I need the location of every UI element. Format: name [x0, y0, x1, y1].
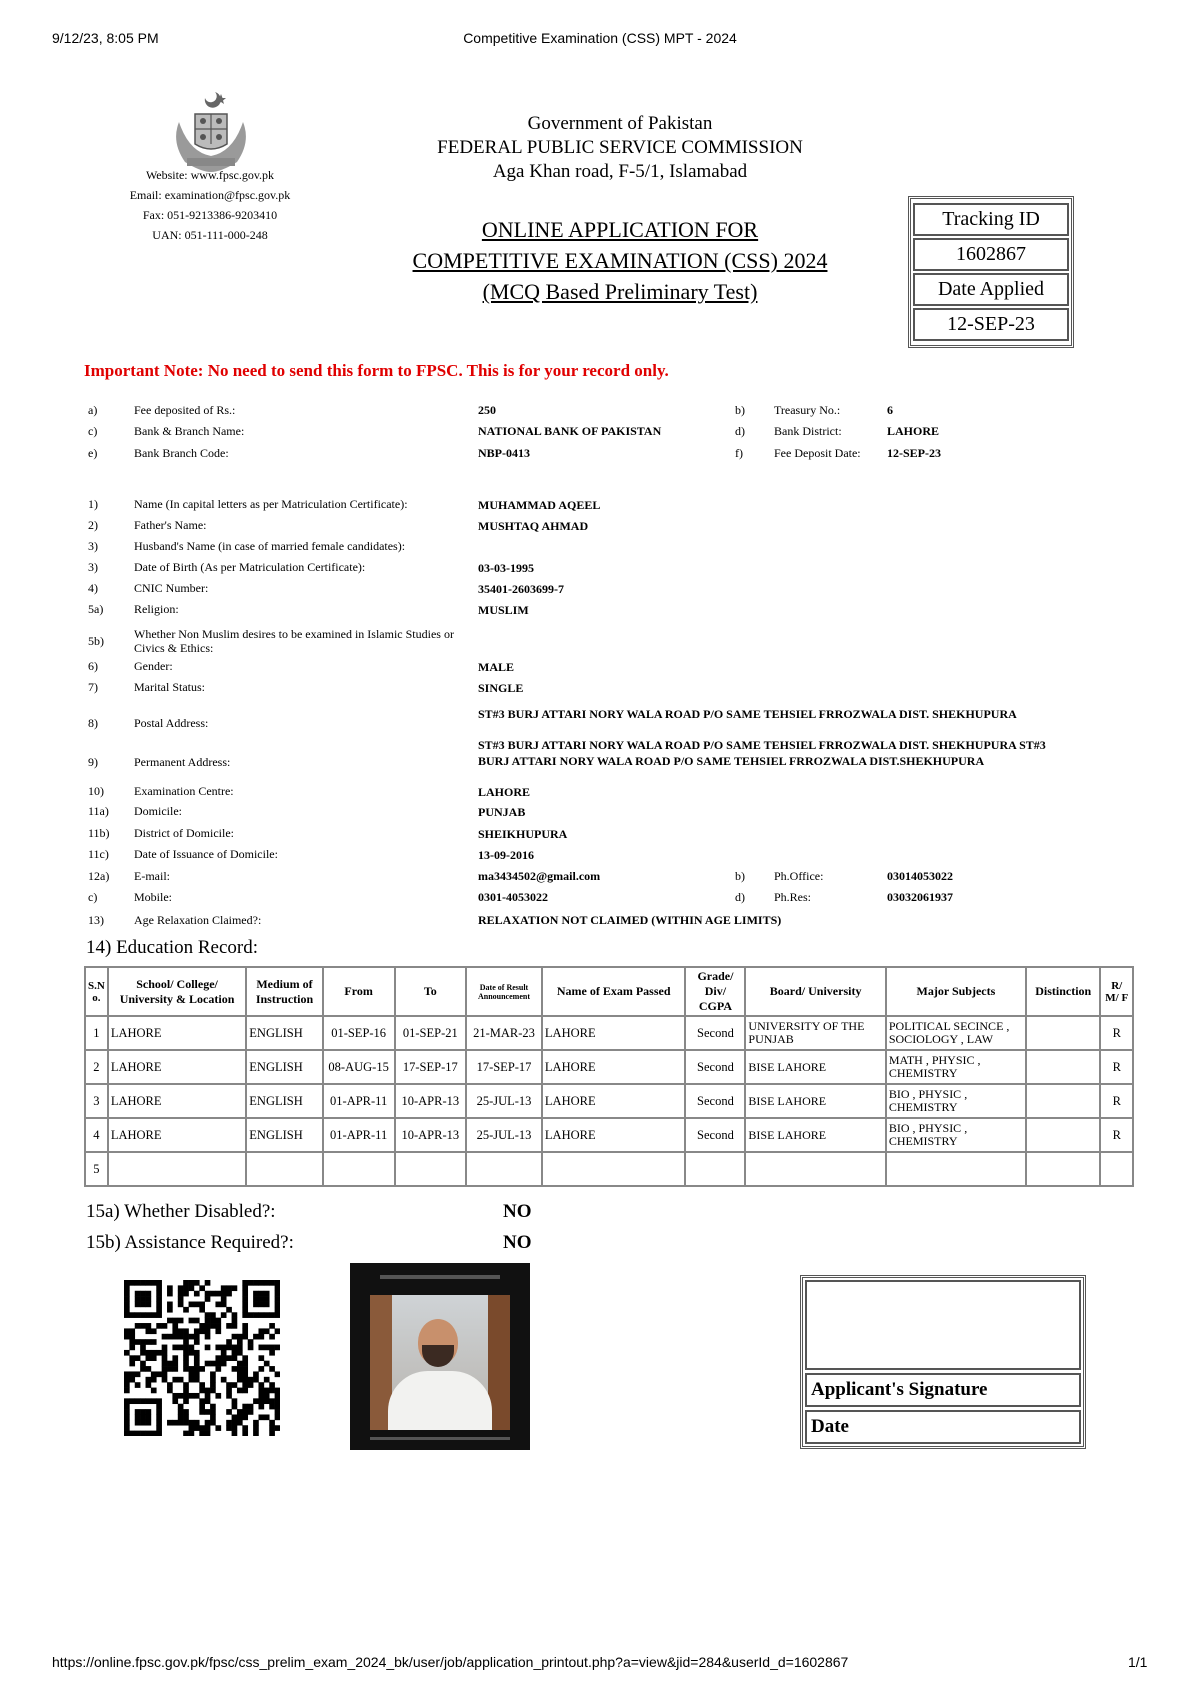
- field-label-2: Ph.Res:: [774, 890, 812, 904]
- field-value: MUSHTAQ AHMAD: [478, 519, 589, 533]
- row-number-2: b): [735, 403, 745, 417]
- row-number: 11c): [88, 847, 109, 861]
- field-value: ST#3 BURJ ATTARI NORY WALA ROAD P/O SAME TEHSIEL FRROZWALA DIST. SHEKHUPURA ST#3 BURJ ATTARI NORY WALA ROAD P/O SAME TEHSIEL FRROZWALA DIST.SHEKHUPURA: [478, 738, 1046, 768]
- age-relaxation-row: [88, 913, 1088, 933]
- row-number: 13): [88, 913, 104, 927]
- table-cell: ENGLISH: [246, 1016, 322, 1050]
- field-label: Date of Issuance of Domicile:: [134, 847, 278, 861]
- table-cell: [1026, 1016, 1100, 1050]
- table-cell: LAHORE: [108, 1016, 246, 1050]
- row-number: 1): [88, 497, 98, 511]
- table-cell: ENGLISH: [246, 1084, 322, 1118]
- personal-row: [88, 518, 1088, 538]
- field-value: ST#3 BURJ ATTARI NORY WALA ROAD P/O SAME TEHSIEL FRROZWALA DIST. SHEKHUPURA: [478, 707, 1017, 721]
- fee-value: NBP-0413: [478, 446, 530, 460]
- field-value: LAHORE: [478, 785, 531, 799]
- row-number: c): [88, 424, 98, 438]
- table-cell: [745, 1152, 885, 1186]
- tracking-id-value: 1602867: [913, 238, 1069, 271]
- fee-label: Bank & Branch Name:: [134, 424, 245, 438]
- fee-row: [88, 446, 1088, 466]
- row-number-2: d): [735, 424, 745, 438]
- org-line-3: Aga Khan road, F-5/1, Islamabad: [492, 161, 748, 182]
- row-number: 4): [88, 581, 98, 595]
- table-cell: R: [1100, 1118, 1133, 1152]
- signature-label: Applicant's Signature: [805, 1373, 1081, 1407]
- table-cell: BIO , PHYSIC , CHEMISTRY: [886, 1084, 1026, 1118]
- fee-value-2: 6: [887, 403, 893, 417]
- form-title-line-2: COMPETITIVE EXAMINATION (CSS) 2024: [412, 248, 828, 273]
- table-header: S.N o.: [85, 967, 108, 1016]
- personal-row: [88, 680, 1088, 700]
- table-cell: 01-APR-11: [323, 1084, 395, 1118]
- education-table: [84, 966, 1134, 1187]
- field-label: Marital Status:: [134, 680, 205, 694]
- education-heading: 14) Education Record:: [86, 937, 259, 958]
- table-cell: 10-APR-13: [395, 1118, 467, 1152]
- table-cell: LAHORE: [108, 1084, 246, 1118]
- table-header: From: [323, 967, 395, 1016]
- table-cell: 25-JUL-13: [466, 1084, 542, 1118]
- field-label: Date of Birth (As per Matriculation Certificate):: [134, 560, 366, 574]
- row-number: 3): [88, 539, 98, 553]
- field-label: Gender:: [134, 659, 173, 673]
- table-header: Medium of Instruction: [246, 967, 322, 1016]
- signature-area: [805, 1280, 1081, 1370]
- personal-row: [88, 659, 1088, 679]
- personal-row: [88, 706, 1088, 740]
- personal-row: [88, 602, 1088, 622]
- table-cell: LAHORE: [542, 1050, 686, 1084]
- table-cell: Second: [685, 1118, 745, 1152]
- row-number: 11a): [88, 804, 109, 818]
- field-value: SHEIKHUPURA: [478, 827, 568, 841]
- date-applied-label: Date Applied: [913, 273, 1069, 306]
- table-row: [85, 1016, 1133, 1050]
- field-label: Permanent Address:: [134, 755, 231, 769]
- field-label: District of Domicile:: [134, 826, 234, 840]
- signature-box: [800, 1275, 1086, 1449]
- field-label: Whether Non Muslim desires to be examined in Islamic Studies or Civics & Ethics:: [134, 627, 454, 655]
- table-cell: ENGLISH: [246, 1050, 322, 1084]
- table-cell: 5: [85, 1152, 108, 1186]
- fee-value-2: LAHORE: [887, 424, 940, 438]
- personal-row: [88, 560, 1088, 580]
- field-label: Name (In capital letters as per Matriculation Certificate):: [134, 497, 408, 511]
- website-text: Website: www.fpsc.gov.pk: [145, 168, 275, 182]
- form-title-line-3: (MCQ Based Preliminary Test): [482, 279, 758, 304]
- table-cell: BISE LAHORE: [745, 1050, 885, 1084]
- row-number: 10): [88, 784, 104, 798]
- table-cell: 4: [85, 1118, 108, 1152]
- fee-value-2: 12-SEP-23: [887, 446, 941, 460]
- org-line-1: Government of Pakistan: [527, 113, 713, 134]
- uan-text: UAN: 051-111-000-248: [152, 228, 268, 242]
- table-cell: [246, 1152, 322, 1186]
- field-value: 0301-4053022: [478, 890, 548, 904]
- fee-value: 250: [478, 403, 496, 417]
- table-cell: [108, 1152, 246, 1186]
- table-cell: R: [1100, 1016, 1133, 1050]
- field-value-2: 03032061937: [887, 890, 953, 904]
- personal-row: [88, 826, 1088, 846]
- signature-date-label: Date: [805, 1410, 1081, 1444]
- field-label: Postal Address:: [134, 716, 209, 730]
- personal-row: [88, 581, 1088, 601]
- table-header: To: [395, 967, 467, 1016]
- state-emblem-icon: [165, 88, 257, 174]
- table-cell: 17-SEP-17: [466, 1050, 542, 1084]
- table-cell: R: [1100, 1084, 1133, 1118]
- table-cell: [1026, 1050, 1100, 1084]
- field-label: Domicile:: [134, 804, 182, 818]
- table-cell: [685, 1152, 745, 1186]
- personal-row: [88, 804, 1088, 824]
- table-cell: [1026, 1152, 1100, 1186]
- fee-label: Fee deposited of Rs.:: [134, 403, 236, 417]
- table-cell: 25-JUL-13: [466, 1118, 542, 1152]
- table-cell: UNIVERSITY OF THE PUNJAB: [745, 1016, 885, 1050]
- field-value: ma3434502@gmail.com: [478, 869, 601, 883]
- personal-row: [88, 784, 1088, 804]
- fee-label-2: Bank District:: [774, 424, 842, 438]
- field-value: 03-03-1995: [478, 561, 534, 575]
- applicant-photo: [350, 1263, 530, 1450]
- table-cell: 1: [85, 1016, 108, 1050]
- table-cell: BIO , PHYSIC , CHEMISTRY: [886, 1118, 1026, 1152]
- field-value: MUSLIM: [478, 603, 529, 617]
- print-page-title: Competitive Examination (CSS) MPT - 2024: [463, 30, 737, 46]
- field-value-2: 03014053022: [887, 869, 953, 883]
- row-number: 6): [88, 659, 98, 673]
- fee-label-2: Fee Deposit Date:: [774, 446, 861, 460]
- row-number: 9): [88, 755, 98, 769]
- personal-row: [88, 847, 1088, 867]
- table-cell: [466, 1152, 542, 1186]
- field-value: 13-09-2016: [478, 848, 534, 862]
- row-number-2: d): [735, 890, 745, 904]
- table-cell: Second: [685, 1016, 745, 1050]
- row-number-2: b): [735, 869, 745, 883]
- qr-code: [124, 1280, 280, 1436]
- row-number: 5b): [88, 634, 104, 648]
- table-cell: LAHORE: [108, 1050, 246, 1084]
- tracking-box: [908, 196, 1074, 348]
- table-cell: [886, 1152, 1026, 1186]
- field-label: E-mail:: [134, 869, 170, 883]
- table-cell: LAHORE: [542, 1016, 686, 1050]
- form-title: [350, 214, 890, 307]
- table-cell: Second: [685, 1084, 745, 1118]
- row-number: 11b): [88, 826, 110, 840]
- table-header: Distinction: [1026, 967, 1100, 1016]
- table-header: Date of Result Announcement: [466, 967, 542, 1016]
- table-cell: 08-AUG-15: [323, 1050, 395, 1084]
- table-cell: 01-SEP-16: [323, 1016, 395, 1050]
- personal-row: [88, 497, 1088, 517]
- fee-value: NATIONAL BANK OF PAKISTAN: [478, 424, 662, 438]
- table-cell: BISE LAHORE: [745, 1084, 885, 1118]
- assistance-value: NO: [503, 1232, 532, 1253]
- field-label: CNIC Number:: [134, 581, 209, 595]
- print-datetime: 9/12/23, 8:05 PM: [52, 30, 159, 46]
- row-number: c): [88, 890, 98, 904]
- row-number: 8): [88, 716, 98, 730]
- table-cell: [1026, 1118, 1100, 1152]
- beard-shape: [422, 1345, 454, 1367]
- table-row: [85, 1050, 1133, 1084]
- table-cell: 3: [85, 1084, 108, 1118]
- row-number: a): [88, 403, 98, 417]
- table-cell: ENGLISH: [246, 1118, 322, 1152]
- table-cell: 21-MAR-23: [466, 1016, 542, 1050]
- fee-row: [88, 424, 1088, 444]
- table-row: [85, 1152, 1133, 1186]
- table-cell: 10-APR-13: [395, 1084, 467, 1118]
- field-label: Father's Name:: [134, 518, 207, 532]
- table-cell: [395, 1152, 467, 1186]
- row-number: e): [88, 446, 98, 460]
- email-text: Email: examination@fpsc.gov.pk: [129, 188, 291, 202]
- field-value: PUNJAB: [478, 805, 526, 819]
- table-row: [85, 1118, 1133, 1152]
- personal-row: [88, 737, 1088, 787]
- field-value: 35401-2603699-7: [478, 582, 564, 596]
- tracking-id-label: Tracking ID: [913, 203, 1069, 236]
- table-cell: LAHORE: [542, 1118, 686, 1152]
- photo-frame: [370, 1295, 510, 1430]
- footer-page: 1/1: [1128, 1654, 1148, 1670]
- fee-label-2: Treasury No.:: [774, 403, 841, 417]
- row-number-2: f): [735, 446, 743, 460]
- table-cell: 17-SEP-17: [395, 1050, 467, 1084]
- table-cell: MATH , PHYSIC , CHEMISTRY: [886, 1050, 1026, 1084]
- footer-url: https://online.fpsc.gov.pk/fpsc/css_prelim_exam_2024_bk/user/job/application_printout.php?a=view&jid=284&userId_d=1602867: [52, 1654, 849, 1670]
- table-cell: 01-SEP-21: [395, 1016, 467, 1050]
- table-cell: [542, 1152, 686, 1186]
- contact-row: [88, 869, 1088, 889]
- personal-row: [88, 539, 1088, 559]
- table-header: R/ M/ F: [1100, 967, 1133, 1016]
- table-cell: LAHORE: [542, 1084, 686, 1118]
- fee-row: [88, 403, 1088, 423]
- field-label: Mobile:: [134, 890, 172, 904]
- field-value: MALE: [478, 660, 514, 674]
- row-number: 12a): [88, 869, 110, 883]
- table-cell: [1100, 1152, 1133, 1186]
- personal-row: [88, 624, 1088, 658]
- field-label: Examination Centre:: [134, 784, 234, 798]
- table-cell: LAHORE: [108, 1118, 246, 1152]
- disabled-label: 15a) Whether Disabled?:: [86, 1201, 276, 1222]
- table-cell: BISE LAHORE: [745, 1118, 885, 1152]
- field-value: MUHAMMAD AQEEL: [478, 498, 601, 512]
- row-number: 3): [88, 560, 98, 574]
- date-applied-value: 12-SEP-23: [913, 308, 1069, 341]
- table-header: Board/ University: [745, 967, 885, 1016]
- disabled-value: NO: [503, 1201, 532, 1222]
- table-header: Name of Exam Passed: [542, 967, 686, 1016]
- contact-row: [88, 890, 1088, 910]
- table-cell: 01-APR-11: [323, 1118, 395, 1152]
- table-cell: Second: [685, 1050, 745, 1084]
- table-row: [85, 1084, 1133, 1118]
- table-header: Major Subjects: [886, 967, 1026, 1016]
- field-label: Husband's Name (in case of married female candidates):: [134, 539, 406, 553]
- org-line-2: FEDERAL PUBLIC SERVICE COMMISSION: [437, 137, 803, 158]
- assistance-label: 15b) Assistance Required?:: [86, 1232, 294, 1253]
- table-header: Grade/ Div/ CGPA: [685, 967, 745, 1016]
- form-title-line-1: ONLINE APPLICATION FOR: [481, 217, 759, 242]
- table-cell: [1026, 1084, 1100, 1118]
- field-value: SINGLE: [478, 681, 524, 695]
- age-value: RELAXATION NOT CLAIMED (WITHIN AGE LIMITS): [478, 913, 782, 927]
- table-header: School/ College/ University & Location: [108, 967, 246, 1016]
- field-label-2: Ph.Office:: [774, 869, 824, 883]
- row-number: 5a): [88, 602, 104, 616]
- field-label: Religion:: [134, 602, 179, 616]
- table-cell: R: [1100, 1050, 1133, 1084]
- important-note: Important Note: No need to send this form to FPSC. This is for your record only.: [84, 361, 669, 380]
- table-cell: 2: [85, 1050, 108, 1084]
- row-number: 7): [88, 680, 98, 694]
- fee-label: Bank Branch Code:: [134, 446, 229, 460]
- shirt-shape: [388, 1371, 492, 1430]
- fax-text: Fax: 051-9213386-9203410: [142, 208, 278, 222]
- row-number: 2): [88, 518, 98, 532]
- age-label: Age Relaxation Claimed?:: [134, 913, 262, 927]
- table-cell: [323, 1152, 395, 1186]
- table-cell: POLITICAL SECINCE , SOCIOLOGY , LAW: [886, 1016, 1026, 1050]
